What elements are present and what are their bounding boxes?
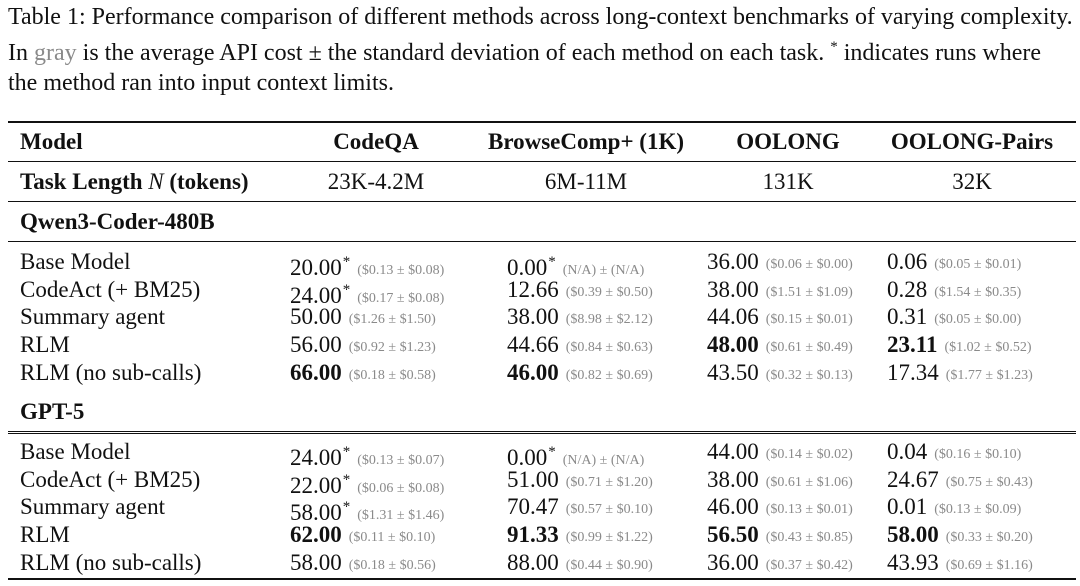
cost-annotation: ($0.69 ± $1.16) — [945, 557, 1033, 573]
cost-annotation: ($0.92 ± $1.23) — [348, 340, 436, 356]
result-cell — [507, 494, 653, 523]
score-value: 12.66 — [507, 276, 559, 302]
column-header-codeqa: CodeQA — [333, 129, 419, 154]
result-cell — [887, 467, 1033, 496]
score-value: 0.00 — [507, 445, 548, 470]
cost-annotation: ($0.33 ± $0.20) — [945, 530, 1033, 546]
result-cell — [290, 304, 436, 333]
cost-annotation: ($1.54 ± $0.35) — [934, 284, 1022, 300]
context-limit-star: * — [342, 444, 351, 460]
result-cell — [887, 304, 1021, 333]
cost-annotation: ($0.13 ± $0.09) — [934, 502, 1022, 518]
score-value: 88.00 — [507, 549, 559, 575]
cost-annotation: ($0.16 ± $0.10) — [934, 447, 1022, 462]
cost-annotation: ($0.44 ± $0.90) — [565, 557, 653, 573]
result-cell — [887, 522, 1033, 551]
result-cell — [290, 332, 436, 361]
score-value: 17.34 — [887, 359, 939, 385]
score-value: 44.06 — [707, 304, 759, 330]
score-value: 38.00 — [707, 466, 759, 492]
score-value: 58.00 — [290, 500, 342, 526]
header-row — [0, 129, 1080, 155]
score-value: 38.00 — [507, 304, 559, 330]
method-name: RLM — [20, 522, 70, 548]
caption-gray-word: gray — [34, 40, 77, 66]
table-row — [0, 522, 1080, 548]
context-limit-star: * — [342, 471, 351, 488]
score-value: 0.01 — [887, 494, 928, 520]
cost-annotation: ($0.37 ± $0.42) — [765, 557, 853, 573]
score-value: 23.11 — [887, 332, 938, 358]
result-cell — [887, 494, 1021, 523]
cost-annotation: ($1.31 ± $1.46) — [357, 508, 445, 524]
method-name: RLM — [20, 332, 70, 358]
cost-annotation: ($1.77 ± $1.23) — [945, 367, 1033, 383]
column-header-oolong: OOLONG — [736, 129, 840, 154]
score-value: 0.28 — [887, 276, 928, 302]
score-value: 0.31 — [887, 304, 928, 330]
header-rule — [8, 161, 1076, 162]
table-row — [0, 550, 1080, 576]
score-value: 56.00 — [290, 332, 342, 358]
table-row — [0, 332, 1080, 358]
cost-annotation: ($0.82 ± $0.69) — [565, 367, 653, 383]
task-length-label-pre: Task Length — [20, 169, 149, 194]
group-row — [0, 399, 1080, 425]
result-cell — [290, 550, 436, 579]
score-value: 36.00 — [707, 249, 759, 274]
column-header-browsecomp: BrowseComp+ (1K) — [487, 129, 685, 154]
bottom-rule — [8, 578, 1076, 580]
cost-annotation: ($0.06 ± $0.00) — [765, 257, 853, 272]
group-rule — [8, 433, 1076, 434]
table-row — [0, 360, 1080, 386]
cost-annotation: ($0.32 ± $0.13) — [765, 367, 853, 383]
cost-annotation: ($0.57 ± $0.10) — [565, 502, 653, 518]
task-length-oolong-pairs: 32K — [952, 169, 992, 194]
result-cell — [290, 522, 435, 551]
context-limit-star: * — [342, 499, 351, 516]
caption-star: * — [830, 39, 838, 55]
result-cell — [707, 249, 853, 278]
cost-annotation: ($0.99 ± $1.22) — [565, 530, 653, 546]
score-value: 91.33 — [507, 522, 559, 548]
score-value: 44.66 — [507, 332, 559, 358]
score-value: 44.00 — [707, 439, 759, 464]
cost-annotation: ($0.11 ± $0.10) — [348, 530, 436, 546]
score-value: 24.00 — [290, 282, 342, 308]
score-value: 70.47 — [507, 494, 559, 520]
context-limit-star: * — [548, 254, 556, 270]
method-name: Summary agent — [20, 304, 165, 330]
cost-annotation: ($0.17 ± $0.08) — [357, 290, 445, 306]
score-value: 66.00 — [290, 359, 342, 385]
cost-annotation: ($0.05 ± $0.01) — [934, 257, 1022, 272]
result-cell — [707, 522, 853, 551]
table-row — [0, 466, 1080, 498]
table-row — [0, 439, 1080, 470]
caption-text-1: Table 1: Performance comparison of different methods across long-context benchmarks of varying complexity. In — [8, 4, 1073, 66]
result-cell — [507, 277, 653, 306]
score-value: 24.00 — [290, 445, 342, 470]
score-value: 22.00 — [290, 472, 342, 498]
task-length-oolong: 131K — [762, 169, 814, 194]
context-limit-star: * — [548, 444, 556, 460]
result-cell — [507, 360, 653, 389]
cost-annotation: ($0.75 ± $0.43) — [945, 474, 1033, 490]
result-cell — [507, 332, 653, 361]
result-cell — [887, 550, 1033, 579]
method-name: RLM (no sub-calls) — [20, 549, 202, 575]
cost-annotation: ($1.02 ± $0.52) — [944, 340, 1032, 356]
cost-annotation: ($0.13 ± $0.08) — [357, 263, 445, 278]
task-length-variable: N — [148, 169, 164, 194]
result-cell — [707, 332, 853, 361]
score-value: 43.93 — [887, 549, 939, 575]
cost-annotation: ($0.61 ± $0.49) — [765, 340, 853, 356]
score-value: 62.00 — [290, 522, 342, 548]
context-limit-star: * — [342, 281, 351, 298]
result-cell — [507, 304, 653, 333]
table-caption — [8, 2, 1074, 98]
result-cell — [507, 467, 653, 496]
score-value: 46.00 — [507, 359, 559, 385]
result-cell — [707, 439, 853, 468]
group-name: GPT-5 — [20, 399, 85, 424]
result-cell — [887, 332, 1032, 361]
result-cell — [707, 467, 853, 496]
score-value: 0.06 — [887, 249, 928, 274]
cost-annotation: ($0.05 ± $0.00) — [934, 312, 1022, 328]
score-value: 0.00 — [507, 255, 548, 280]
table-row — [0, 276, 1080, 308]
cost-annotation: ($0.39 ± $0.50) — [565, 284, 653, 300]
score-value: 58.00 — [887, 522, 939, 548]
caption-text-3: indicates runs where the method ran into input context limits. — [8, 40, 1042, 96]
task-length-label — [20, 169, 249, 195]
method-name: Base Model — [20, 249, 131, 274]
score-value: 36.00 — [707, 549, 759, 575]
score-value: 0.04 — [887, 439, 928, 464]
column-header-oolong-pairs: OOLONG-Pairs — [890, 129, 1054, 154]
cost-annotation: ($0.18 ± $0.56) — [348, 557, 436, 573]
score-value: 38.00 — [707, 276, 759, 302]
cost-annotation: ($0.15 ± $0.01) — [765, 312, 853, 328]
group-row — [0, 209, 1080, 235]
result-cell — [707, 360, 853, 389]
cost-annotation: ($0.13 ± $0.07) — [357, 453, 445, 468]
task-length-row — [0, 169, 1080, 195]
method-name: RLM (no sub-calls) — [20, 359, 202, 385]
score-value: 20.00 — [290, 255, 342, 280]
cost-annotation: (N/A) ± (N/A) — [562, 453, 645, 468]
task-length-codeqa: 23K-4.2M — [327, 169, 425, 194]
cost-annotation: ($0.71 ± $1.20) — [565, 474, 653, 490]
task-length-browsecomp: 6M-11M — [544, 169, 628, 194]
cost-annotation: ($1.51 ± $1.09) — [765, 284, 853, 300]
result-cell — [887, 249, 1021, 278]
score-value: 58.00 — [290, 549, 342, 575]
result-cell — [887, 439, 1021, 468]
group-header-rule — [8, 241, 1076, 242]
table-row — [0, 304, 1080, 330]
result-cell — [290, 360, 436, 389]
result-cell — [507, 522, 653, 551]
cost-annotation: ($0.14 ± $0.02) — [765, 447, 853, 462]
context-limit-star: * — [342, 254, 351, 270]
result-cell — [707, 494, 853, 523]
cost-annotation: ($0.06 ± $0.08) — [357, 480, 445, 496]
method-name: CodeAct (+ BM25) — [20, 276, 201, 302]
result-cell — [887, 360, 1033, 389]
caption-text-2: is the average API cost ± the standard deviation of each method on each task. — [76, 40, 831, 66]
score-value: 48.00 — [707, 332, 759, 358]
cost-annotation: (N/A) ± (N/A) — [562, 263, 645, 278]
cost-annotation: ($0.43 ± $0.85) — [765, 530, 853, 546]
method-name: CodeAct (+ BM25) — [20, 466, 201, 492]
result-cell — [707, 304, 853, 333]
score-value: 56.50 — [707, 522, 759, 548]
cost-annotation: ($1.26 ± $1.50) — [348, 312, 436, 328]
top-rule — [8, 121, 1076, 123]
result-cell — [707, 277, 853, 306]
method-name: Summary agent — [20, 494, 165, 520]
cost-annotation: ($0.18 ± $0.58) — [348, 367, 436, 383]
result-cell — [507, 550, 653, 579]
cost-annotation: ($0.84 ± $0.63) — [565, 340, 653, 356]
table-row — [0, 249, 1080, 280]
cost-annotation: ($0.13 ± $0.01) — [765, 502, 853, 518]
score-value: 51.00 — [507, 466, 559, 492]
task-length-rule — [8, 201, 1076, 202]
group-header-rule — [8, 431, 1076, 432]
cost-annotation: ($0.61 ± $1.06) — [765, 474, 853, 490]
score-value: 43.50 — [707, 359, 759, 385]
score-value: 24.67 — [887, 466, 939, 492]
task-length-label-post: (tokens) — [163, 169, 249, 194]
method-name: Base Model — [20, 439, 131, 464]
score-value: 46.00 — [707, 494, 759, 520]
column-header-model: Model — [20, 129, 83, 154]
table-row — [0, 494, 1080, 526]
result-cell — [887, 277, 1021, 306]
result-cell — [707, 550, 853, 579]
cost-annotation: ($8.98 ± $2.12) — [565, 312, 653, 328]
score-value: 50.00 — [290, 304, 342, 330]
group-name: Qwen3-Coder-480B — [20, 209, 215, 234]
